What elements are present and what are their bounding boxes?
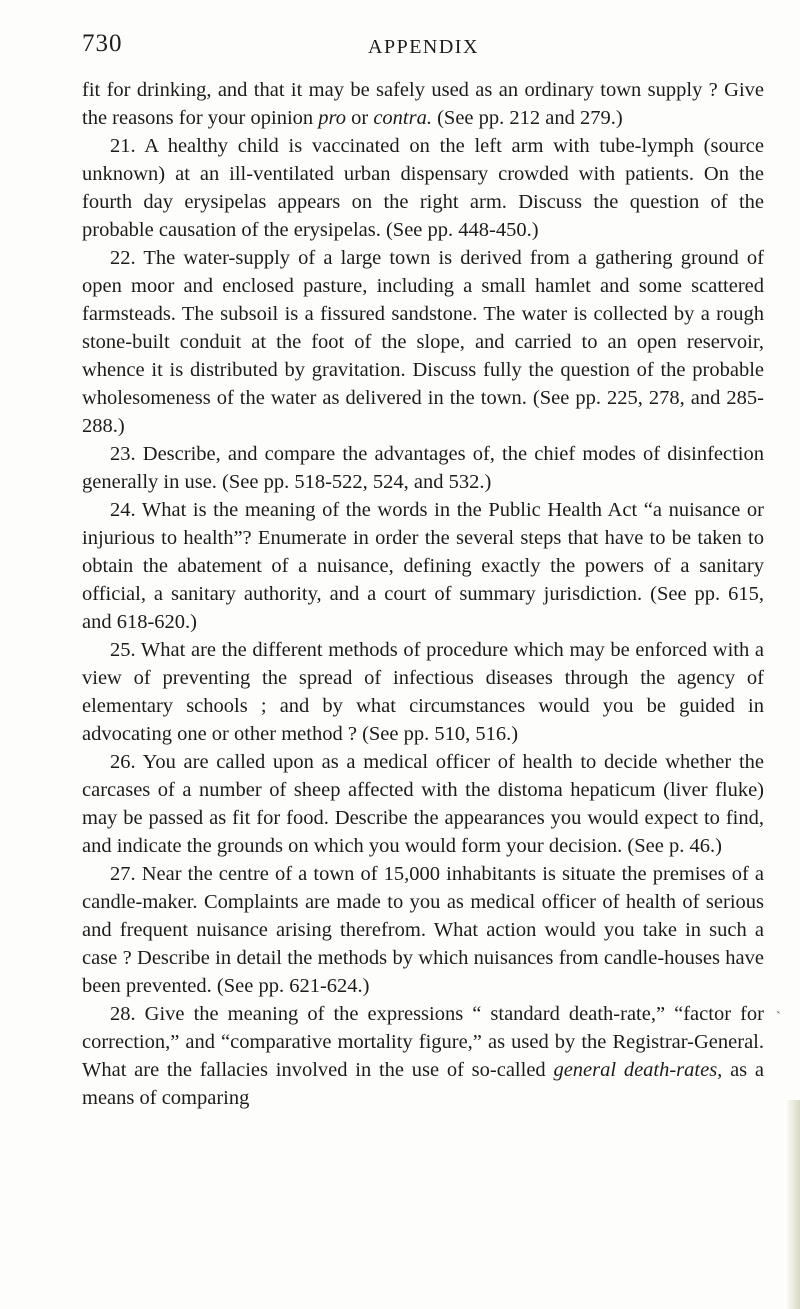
- continued-paragraph: [82, 76, 764, 132]
- text-run: fit for drinking, and that it may be safely used as an ordinary town supply ? Give the reasons for your opinion: [82, 79, 764, 129]
- question-paragraph: [82, 132, 764, 244]
- question-paragraph: [82, 244, 764, 440]
- question-paragraph: [82, 440, 764, 496]
- header-title: APPENDIX: [368, 36, 479, 58]
- question-paragraph: [82, 1000, 764, 1112]
- question-paragraph: [82, 496, 764, 636]
- running-head: [82, 30, 772, 64]
- text-run: 24. What is the meaning of the words in the Public Health Act “a nuisance or injurious to health”? Enumerate in order the several steps that have to be taken to obtain the abatement of a nuisance, defining exactly the powers of a sanitary official, a sanitary authority, and a court of summary jurisdiction. (See pp. 615, and 618-620.): [82, 499, 764, 633]
- text-run: 22. The water-supply of a large town is derived from a gathering ground of open moor and enclosed pasture, including a small hamlet and some scattered farmsteads. The subsoil is a fissured sandstone. The water is collected by a rough stone-built conduit at the foot of the slope, and carried to an open reservoir, whence it is distributed by gravitation. Discuss fully the question of the probable wholesomeness of the water as delivered in the town. (See pp. 225, 278, and 285-288.): [82, 247, 764, 437]
- text-run: 26. You are called upon as a medical officer of health to decide whether the carcases of a number of sheep affected with the distoma hepaticum (liver fluke) may be passed as fit for food. Describe the appearances you would expect to find, and indicate the grounds on which you would form your decision. (See p. 46.): [82, 751, 764, 857]
- page-number: 730: [82, 30, 123, 57]
- body-text: [82, 76, 764, 1112]
- text-run: as a means of comparing: [82, 1059, 764, 1109]
- question-paragraph: [82, 636, 764, 748]
- text-run: 25. What are the different methods of procedure which may be enforced with a view of preventing the spread of infectious diseases through the agency of elementary schools ; and by what circumstances would you be guided in advocating one or other method ? (See pp. 510, 516.): [82, 639, 764, 745]
- text-run: or: [346, 107, 374, 129]
- italic-text: pro: [318, 107, 346, 129]
- text-run: (See pp. 212 and 279.): [431, 107, 623, 129]
- margin-mark: `: [776, 1010, 781, 1025]
- question-paragraph: [82, 860, 764, 1000]
- italic-text: contra.: [373, 107, 432, 129]
- text-run: 23. Describe, and compare the advantages of, the chief modes of disinfection generally in use. (See pp. 518-522, 524, and 532.): [82, 443, 764, 493]
- page-edge-shadow: [786, 1100, 800, 1309]
- italic-text: general death-rates,: [553, 1059, 723, 1081]
- text-run: 28. Give the meaning of the expressions “ standard death-rate,” “factor for correction,” and “comparative mortality figure,” as used by the Registrar-General. What are the fallacies involved in the use of so-called: [82, 1003, 764, 1081]
- text-run: 27. Near the centre of a town of 15,000 inhabitants is situate the premises of a candle-maker. Complaints are made to you as medical officer of health of serious and frequent nuisance arising therefrom. What action would you take in such a case ? Describe in detail the methods by which nuisances from candle-houses have been prevented. (See pp. 621-624.): [82, 863, 764, 997]
- question-paragraph: [82, 748, 764, 860]
- text-run: 21. A healthy child is vaccinated on the left arm with tube-lymph (source unknown) at an ill-ventilated urban dispensary crowded with patients. On the fourth day erysipelas appears on the right arm. Discuss the question of the probable causation of the erysipelas. (See pp. 448-450.): [82, 135, 764, 241]
